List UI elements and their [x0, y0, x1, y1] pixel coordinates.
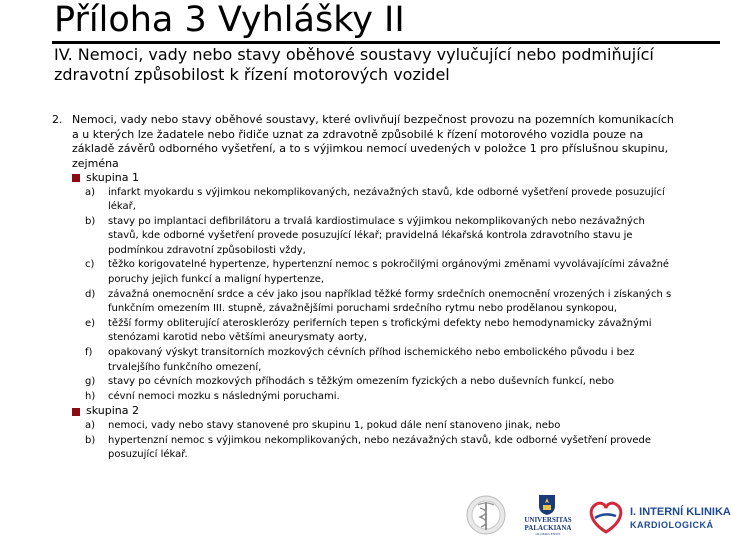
title-divider — [52, 41, 720, 44]
slide-title: Příloha 3 Vyhlášky II — [54, 0, 405, 40]
item-marker: g) — [85, 376, 96, 388]
clinic-logo — [586, 496, 731, 540]
item-marker: a) — [85, 186, 96, 198]
list-item — [85, 434, 674, 463]
slide-subtitle: IV. Nemoci, vady nebo stavy oběhové soustavy vylučující nebo podmiňující zdravotní způsobilost k řízení motorových vozidel — [54, 45, 654, 84]
item-marker: h) — [85, 390, 96, 402]
square-bullet-icon — [72, 174, 80, 182]
paragraph-number: 2. — [52, 113, 63, 126]
list-item — [85, 390, 674, 405]
list-item — [85, 317, 674, 346]
list-item — [85, 375, 674, 390]
slide-body — [52, 113, 674, 463]
item-text: nemoci, vady nebo stavy stanovené pro skupinu 1, pokud dále není stanoveno jinak, nebo — [108, 419, 561, 431]
caduceus-logo-icon — [466, 492, 506, 538]
clinic-name-line2: KARDIOLOGICKÁ — [630, 520, 714, 530]
item-text: hypertenzní nemoc s výjimkou nekomplikovaných, nebo nezávažných stavů, kde odborné vyšetření provede posuzující lékař. — [108, 434, 652, 461]
item-text: stavy po implantaci defibrilátoru a trvalá kardiostimulace s výjimkou nekomplikovaných nebo nezávažných stavů, kde odborné vyšetření provede posuzující lékař; pravidelná lékařská kontrola zdravotního stavu je podmínkou zdravotní způsobilosti vždy, — [108, 215, 645, 256]
footer-logos — [450, 490, 731, 540]
item-marker: b) — [85, 215, 96, 227]
square-bullet-icon — [72, 408, 80, 416]
group-1-list — [85, 186, 674, 405]
item-text: stavy po cévních mozkových příhodách s těžkým omezením fyzických a nebo duševních funkcí, nebo — [108, 376, 615, 388]
clinic-name-line1: I. INTERNÍ KLINIKA — [630, 506, 731, 518]
list-item — [85, 288, 674, 317]
item-marker: d) — [85, 288, 96, 300]
item-text: závažná onemocnění srdce a cév jako jsou například těžké formy srdečních onemocnění vrozených i získaných s funkčním omezením III. stupně, závažnějšími poruchami srdečního rytmu nebo prodělanou synkopou, — [108, 288, 672, 315]
item-text: cévní nemoci mozku s následnými poruchami. — [108, 390, 340, 402]
list-item — [85, 346, 674, 375]
university-name-line1: UNIVERSITAS — [524, 516, 572, 524]
list-item — [85, 215, 674, 259]
university-crest-icon — [538, 494, 556, 516]
group-heading-1 — [72, 171, 674, 186]
university-logo — [516, 494, 580, 536]
item-marker: e) — [85, 317, 96, 329]
item-text: těžší formy obliterující aterosklerózy periferních tepen s trofickými defekty nebo hemodynamicky závažnými stenózami karotid nebo většími aneurysmaty aorty, — [108, 317, 652, 344]
group-label: skupina 2 — [86, 404, 139, 418]
group-label: skupina 1 — [86, 171, 139, 184]
item-text: infarkt myokardu s výjimkou nekomplikovaných, nezávažných stavů, kde odborné vyšetření provede posuzující lékař, — [108, 186, 665, 213]
item-text: těžko korigovatelné hypertenze, hypertenzní nemoc s pokročilými orgánovými změnami vyvolávajícími závažné poruchy jejich funkcí a maligní hypertenze, — [108, 259, 670, 286]
list-item — [85, 186, 674, 215]
list-item — [85, 258, 674, 287]
group-heading-2 — [72, 404, 674, 419]
item-marker: c) — [85, 259, 95, 271]
item-marker: a) — [85, 419, 96, 431]
item-text: opakovaný výskyt transitorních mozkových cévních příhod ischemického nebo embolického původu i bez trvalejšího funkčního omezení, — [108, 347, 635, 373]
university-name-line2: PALACKIANA — [524, 524, 572, 532]
list-item — [85, 419, 674, 434]
heart-icon — [586, 496, 626, 536]
item-marker: b) — [85, 434, 96, 446]
main-paragraph — [52, 113, 674, 171]
item-marker: f) — [85, 347, 93, 359]
university-name-line3: OLOMUCENSIS — [535, 532, 561, 536]
group-2-list — [85, 419, 674, 463]
paragraph-text: Nemoci, vady nebo stavy oběhové soustavy, které ovlivňují bezpečnost provozu na pozemních komunikacích a u kterých lze žadatele nebo řidiče uznat za zdravotně způsobilé k řízení motorového vozidla pouze na základě závěrů odborného vyšetření, a to s výjimkou nemocí uvedených v položce 1 pro příslušnou skupinu, zejména — [72, 113, 674, 170]
